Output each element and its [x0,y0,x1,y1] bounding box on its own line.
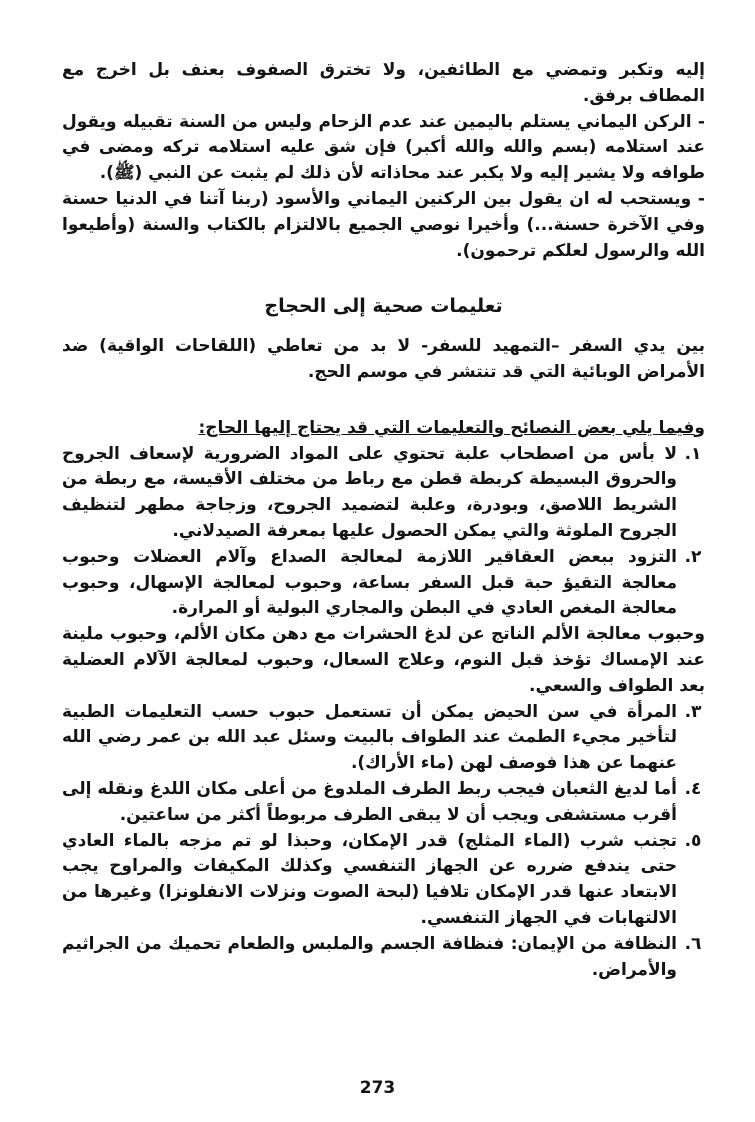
page-body [0,58,755,983]
paragraph-yemeni-corner: - الركن اليماني يستلم باليمين عند عدم الزحام وليس من السنة تقبيله ويقول عند استلامه (بسم والله والله أكبر) فإن شق عليه استلامه تركه ومضى في طوافه ولا يشير إليه ولا يكبر عند محاذاته لأن ذلك لم يثبت عن النبي (ﷺ). [62,111,705,184]
list-item-text: أما لديغ الثعبان فيجب ربط الطرف الملدوغ من أعلى مكان اللدغ ونقله إلى أقرب مستشفى ويجب أن لا يبقى الطرف مربوطاً أكثر من ساعتين. [62,778,677,825]
list-item-number: ٢. [684,546,702,567]
list-item [62,932,702,984]
list-item-number: ٤. [684,778,702,799]
list-item-text: لا بأس من اصطحاب علبة تحتوي على المواد الضرورية لإسعاف الجروح والحروق البسيطة كربطة قطن مع رباط من مختلف الأقيسة، مع ربطة من الشريط اللاصق، وبودرة، وعلبة لتضميد الجروح، وزجاجة مطهر لتنظيف الجروح الملوثة والتي يمكن الحصول عليها بمعرفة الصيدلاني. [62,443,677,541]
list-item [62,829,702,932]
advice-lead: وفيما يلي بعض النصائح والتعليمات التي قد يحتاج إليها الحاج: [198,417,705,438]
advice-list-part-2 [62,700,705,984]
list-item-number: ٥. [684,830,702,851]
list-item [62,442,702,545]
list-item-number: ١. [684,443,702,464]
list-item [62,545,702,622]
paragraph-more-medicines: وحبوب معالجة الألم الناتج عن لدغ الحشرات مع دهن مكان الألم، وحبوب ملينة عند الإمساك تؤخذ قبل النوم، وعلاج السعال، وحبوب لمعالجة الآلام العضلية بعد الطواف والسعي. [62,624,705,696]
paragraph-continuation: إليه وتكبر وتمضي مع الطائفين، ولا تخترق الصفوف بعنف بل اخرج مع المطاف برفق. [62,60,705,106]
list-item-text: النظافة من الإيمان: فنظافة الجسم والملبس والطعام تحميك من الجراثيم والأمراض. [62,933,677,980]
list-item-text: تجنب شرب (الماء المثلج) قدر الإمكان، وحبذا لو تم مزجه بالماء العادي حتى يندفع ضرره عن الجهاز التنفسي وكذلك المكيفات والمراوح يجب الابتعاد عنها قدر الإمكان تلافيا (لبحة الصوت ونزلات الانفلونزا) وغيرها من الالتهابات في الجهاز التنفسي. [62,830,677,928]
page-number: 273 [359,1078,396,1098]
list-item-number: ٦. [684,933,702,954]
paragraph-supplication: - ويستحب له ان يقول بين الركنين اليماني والأسود (ربنا آتنا في الدنيا حسنة وفي الآخرة حسنة...) وأخيرا نوصي الجميع بالالتزام بالكتاب والسنة (وأطيعوا الله والرسول لعلكم ترحمون). [62,188,705,261]
list-item-number: ٣. [684,701,702,722]
advice-list-part-1 [62,442,705,623]
list-item [62,777,702,829]
section-intro: بين يدي السفر –التمهيد للسفر- لا بد من تعاطي (اللقاحات الواقية) ضد الأمراض الوبائية التي قد تنتشر في موسم الحج. [62,336,705,382]
list-item-text: التزود ببعض العقاقير اللازمة لمعالجة الصداع وآلام العضلات وحبوب معالجة التقيؤ حبة قبل السفر بساعة، وحبوب لمعالجة الإسهال، وحبوب معالجة المغص العادي في البطن والمجاري البولية أو المرارة. [62,546,677,619]
list-item [62,700,702,777]
list-item-text: المرأة في سن الحيض يمكن أن تستعمل حبوب حسب التعليمات الطبية لتأخير مجيء الطمث عند الطواف بالبيت وسئل عبد الله بن عمر رضي الله عنهما عن هذا فوصف لهن (ماء الأراك). [62,701,677,774]
section-heading: تعليمات صحية إلى الحجاج [264,295,503,318]
